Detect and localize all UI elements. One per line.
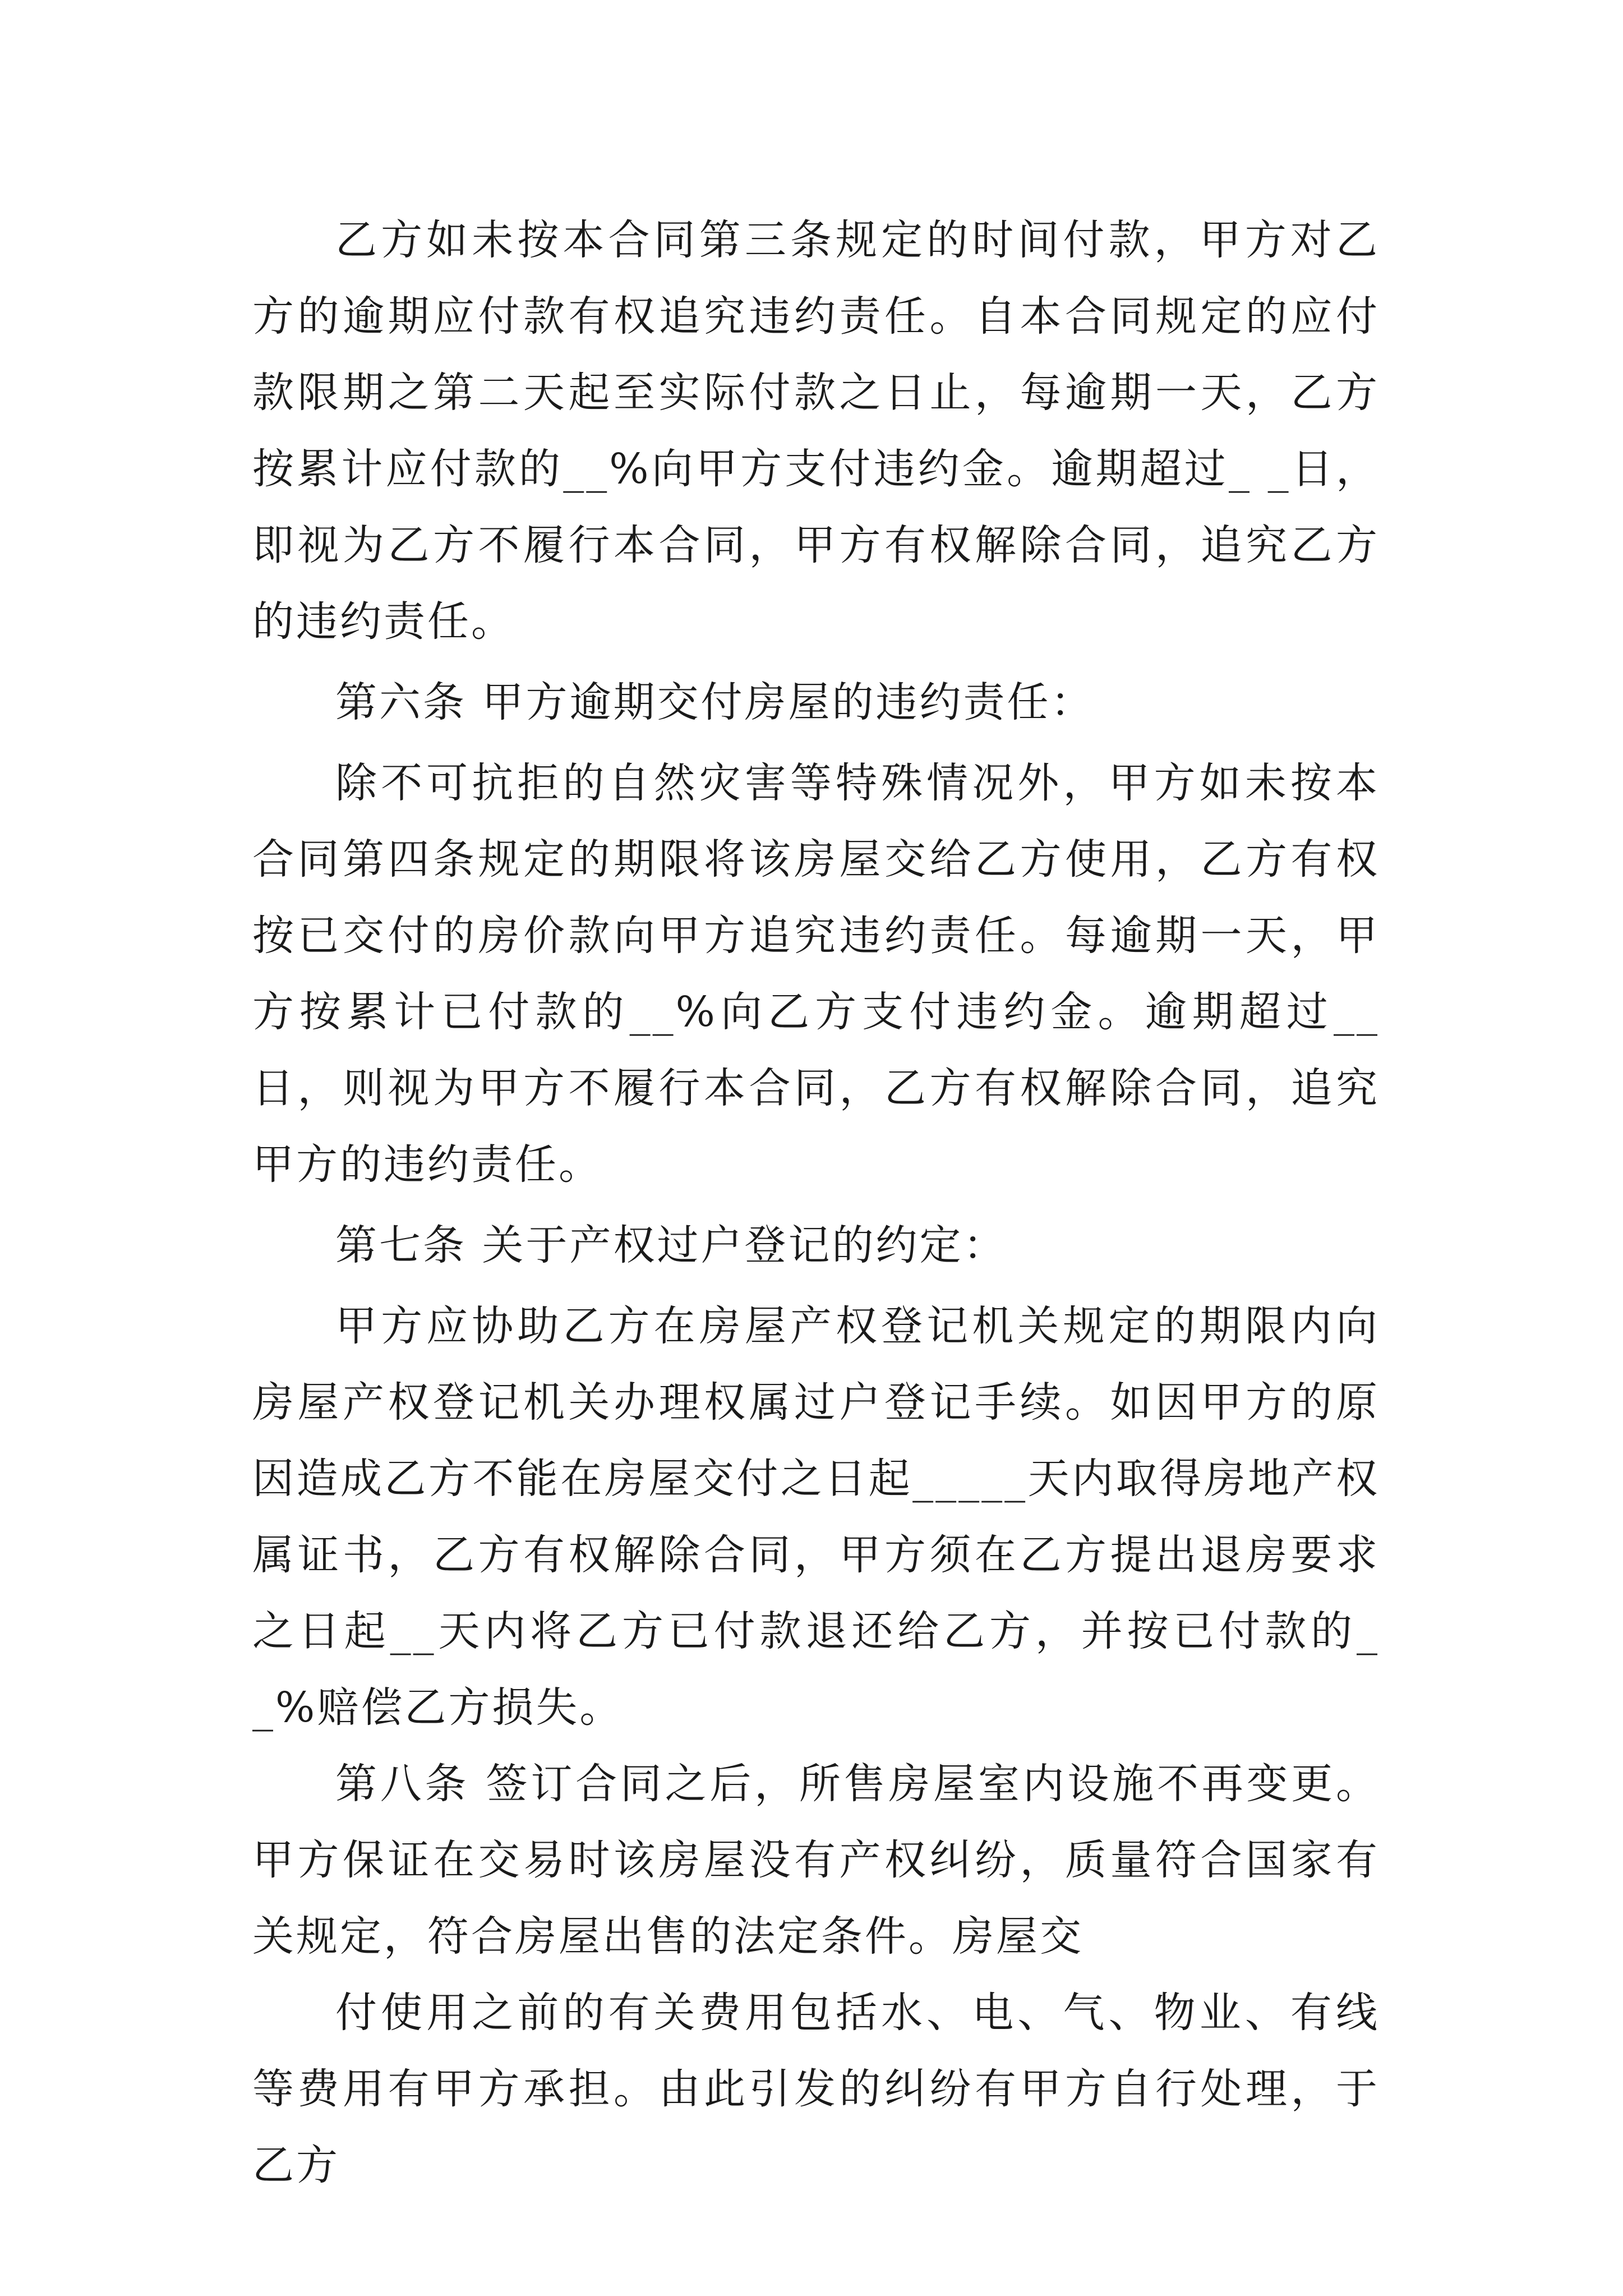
article-6-heading: 第六条 甲方逾期交付房屋的违约责任： [335,678,1095,726]
paragraph-pre-delivery-fees: 付使用之前的有关费用包括水、电、气、物业、有线等费用有甲方承担。由此引发的纠纷有甲方自行处理，于乙方 [252,1989,1380,2189]
article-7-heading: 第七条 关于产权过户登记的约定： [335,1221,1007,1269]
paragraph-late-payment-liability: 乙方如未按本合同第三条规定的时间付款，甲方对乙方的逾期应付款有权追究违约责任。自本合同规定的应付款限期之第二天起至实际付款之日止，每逾期一天，乙方按累计应付款的__%向甲方支付违约金。逾期超过_ _日，即视为乙方不履行本合同，甲方有权解除合同，追究乙方的违约责任。 [252,216,1380,646]
paragraph-late-delivery-liability: 除不可抗拒的自然灾害等特殊情况外，甲方如未按本合同第四条规定的期限将该房屋交给乙方使用，乙方有权按已交付的房价款向甲方追究违约责任。每逾期一天，甲方按累计已付款的__%向乙方支付违约金。逾期超过__日，则视为甲方不履行本合同，乙方有权解除合同，追究甲方的违约责任。 [252,759,1380,1189]
paragraph-article-8: 第八条 签订合同之后，所售房屋室内设施不再变更。甲方保证在交易时该房屋没有产权纠纷，质量符合国家有关规定，符合房屋出售的法定条件。房屋交 [252,1760,1380,1961]
contract-body [252,202,1380,2203]
paragraph-title-transfer: 甲方应协助乙方在房屋产权登记机关规定的期限内向房屋产权登记机关办理权属过户登记手续。如因甲方的原因造成乙方不能在房屋交付之日起_____天内取得房地产权属证书，乙方有权解除合同，甲方须在乙方提出退房要求之日起__天内将乙方已付款退还给乙方，并按已付款的__%赔偿乙方损失。 [252,1302,1380,1732]
